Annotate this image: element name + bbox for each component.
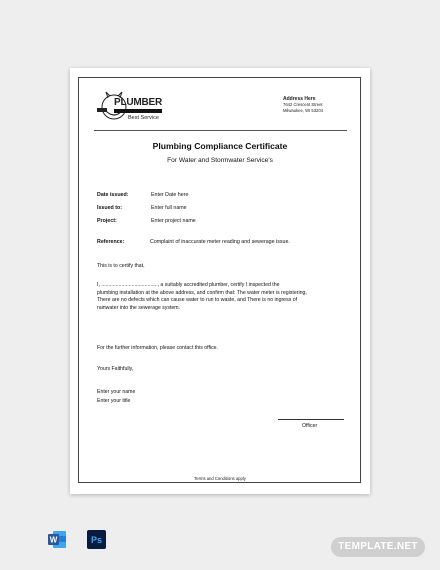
page-border bbox=[78, 77, 361, 483]
reference-label: Reference: bbox=[97, 239, 125, 245]
certificate-title: Plumbing Compliance Certificate bbox=[152, 141, 288, 151]
statement-line: rainwater into the sewerage system. bbox=[97, 304, 181, 311]
date-issued-value: Enter Date here bbox=[151, 192, 189, 198]
officer-label: Officer bbox=[302, 423, 318, 429]
date-issued-label: Date issued: bbox=[97, 192, 129, 198]
terms-footer: Terms and Conditions apply bbox=[194, 476, 246, 481]
certificate-subtitle: For Water and Stormwater Service's bbox=[167, 157, 273, 164]
word-icon[interactable] bbox=[48, 530, 67, 549]
statement-line: I, ......................................., a suitably accredited plumber, certify I inspected the bbox=[97, 282, 280, 288]
logo-tagline: Best Service bbox=[128, 115, 159, 121]
project-value: Enter project name bbox=[151, 218, 196, 224]
logo-bar bbox=[114, 109, 162, 113]
certificate-page bbox=[70, 68, 370, 494]
address-line-2: Milwaukee, WI 53204 bbox=[283, 108, 324, 113]
closing-text: Yours Faithfully, bbox=[97, 366, 134, 372]
header-divider bbox=[94, 130, 347, 131]
issued-to-label: Issued to: bbox=[97, 205, 123, 211]
statement-line: plumbing installation at the above address, and confirm that: The water meter is registering, bbox=[97, 289, 307, 296]
project-label: Project: bbox=[97, 218, 117, 224]
signature-line bbox=[278, 419, 344, 420]
statement-line: There are no defects which can cause water to run to waste, and There is no ingress of bbox=[97, 297, 298, 304]
address-line-1: 7642 Crescent Street bbox=[283, 102, 323, 107]
reference-value: Complaint of inaccurate meter reading and sewerage issue. bbox=[150, 239, 290, 245]
signer-name: Enter your name bbox=[97, 389, 136, 395]
word-icon-letter: W bbox=[49, 535, 58, 545]
signer-title: Enter your title bbox=[97, 398, 131, 404]
certification-statement bbox=[97, 282, 347, 312]
company-address bbox=[283, 96, 323, 114]
photoshop-icon[interactable] bbox=[87, 530, 106, 549]
template-net-badge[interactable]: TEMPLATE.NET bbox=[331, 537, 425, 557]
photoshop-icon-text: Ps bbox=[90, 535, 103, 545]
address-heading: Address Here bbox=[283, 96, 316, 102]
issued-to-value: Enter full name bbox=[151, 205, 187, 211]
logo-wordmark: PLUMBER bbox=[114, 97, 163, 108]
intro-text: This is to certify that, bbox=[97, 263, 145, 269]
contact-text: For the further information, please contact this office. bbox=[97, 345, 219, 351]
